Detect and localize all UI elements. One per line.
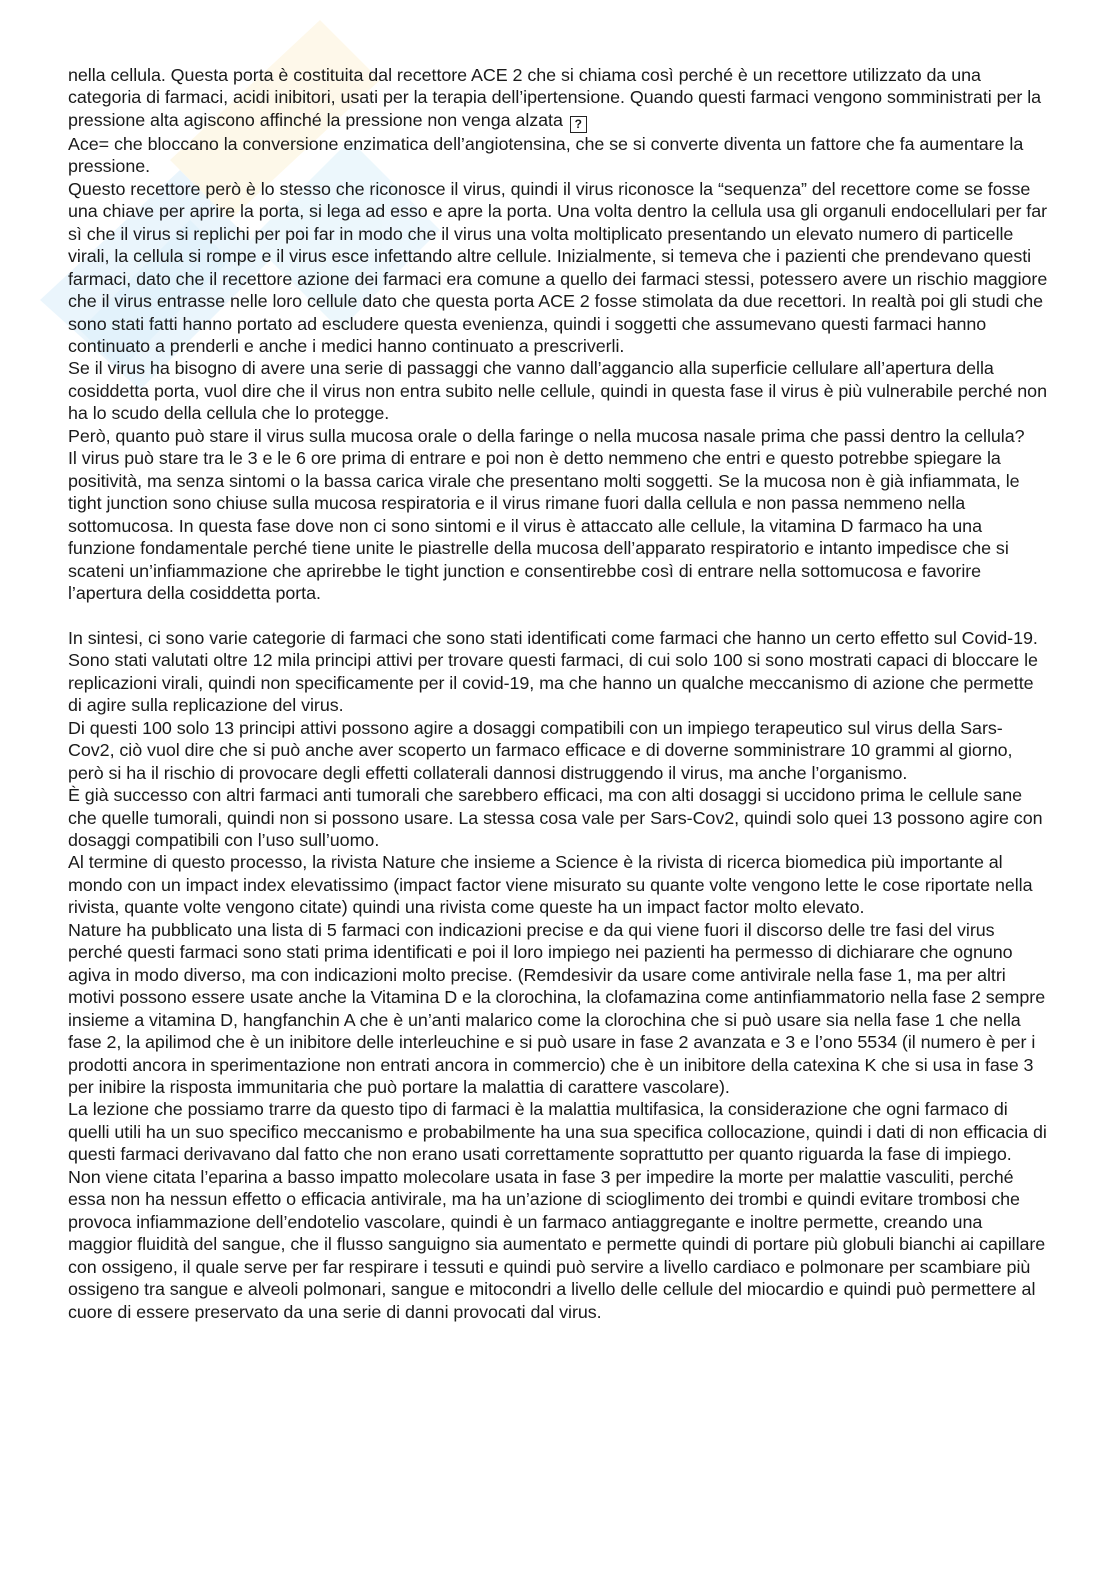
paragraph-9: È già successo con altri farmaci anti tumorali che sarebbero efficaci, ma con alti dosaggi si uccidono prima le cellule sane che quelle tumorali, quindi non si possono usare. La stessa cosa vale per Sars-Cov2, quindi solo quei 13 possono agire con dosaggi compatibili con l’uso sull’uomo. [68,785,1043,850]
paragraph-8: Di questi 100 solo 13 principi attivi possono agire a dosaggi compatibili con un impiego terapeutico sul virus della Sars-Cov2, ciò vuol dire che si può anche aver scoperto un farmaco efficace e di doverne somministrare 10 grammi al giorno, però si ha il rischio di provocare degli effetti collaterali dannosi distruggendo il virus, ma anche l’organismo. [68,717,1013,783]
paragraph-7: In sintesi, ci sono varie categorie di farmaci che sono stati identificati come farmaci che hanno un certo effetto sul Covid-19. Sono stati valutati oltre 12 mila principi attivi per trovare questi farmaci, di cui solo 100 si sono mostrati capaci di bloccare le replicazioni virali, quindi non specificamente per il covid-19, ma che hanno un qualche meccanismo di azione che permette di agire sulla replicazione del virus. [68,627,1038,716]
paragraph-11: Nature ha pubblicato una lista di 5 farmaci con indicazioni precise e da qui viene fuori il discorso delle tre fasi del virus perché questi farmaci sono stati prima identificati e poi il loro impiego nei pazienti ha permesso di dichiarare che ognuno agiva in modo diverso, ma con indicazioni molto precise. (Remdesivir da usare come antivirale nella fase 1, ma per altri motivi possono essere usate anche la Vitamina D e la clorochina, la clofamazina come antinfiammatorio nella fase 2 sempre insieme a vitamina D, hangfanchin A che è un’anti malarico come la clorochina che si può usare sia nella fase 1 che nella fase 2, la apilimod che è un inibitore delle interleuchine e si può usare in fase 2 avanzata e 3 e l’ono 5534 (il numero è per i prodotti ancora in sperimentazione non entrati ancora in commercio) che è un inibitore della catexina K che si usa in fase 3 per inibire la risposta immunitaria che può portare la malattia di carattere vascolare). [68,919,1046,1097]
document-body [68,64,1048,1323]
paragraph-4: Se il virus ha bisogno di avere una serie di passaggi che vanno dall’aggancio alla superficie cellulare all’apertura della cosiddetta porta, vuol dire che il virus non entra subito nelle cellule, quindi in questa fase il virus è più vulnerabile perché non ha lo scudo della cellula che lo protegge. [68,358,1047,424]
paragraph-12: La lezione che possiamo trarre da questo tipo di farmaci è la malattia multifasica, la considerazione che ogni farmaco di quelli utili ha un suo specifico meccanismo e probabilmente ha una sua specifica collocazione, quindi i dati di non efficacia di questi farmaci derivavano dal fatto che non erano usati correttamente soprattutto per quanto riguarda la fase di impiego. [68,1099,1047,1165]
paragraph-1 [68,64,1048,133]
paragraph-13: Non viene citata l’eparina a basso impatto molecolare usata in fase 3 per impedire la morte per malattie vasculiti, perché essa non ha nessun effetto o efficacia antivirale, ma ha un’azione di scioglimento dei trombi e quindi evitare trombosi che provoca infiammazione dell’endotelio vascolare, quindi è un farmaco antiaggregante e inoltre permette, creando una maggior fluidità del sangue, che il flusso sanguigno sia aumentato e permette quindi di portare più globuli bianchi ai capillare con ossigeno, il quale serve per far respirare i tessuti e quindi può servire a livello cardiaco e polmonare per scambiare più ossigeno tra sangue e alveoli polmonari, sangue e mitocondri a livello delle cellule del miocardio e quindi può permettere al cuore di essere preservato da una serie di danni provocati dal virus. [68,1166,1046,1322]
missing-glyph-icon: ? [570,116,587,133]
paragraph-3: Questo recettore però è lo stesso che riconosce il virus, quindi il virus riconosce la “sequenza” del recettore come se fosse una chiave per aprire la porta, si lega ad esso e apre la porta. Una volta dentro la cellula usa gli organuli endocellulari per far sì che il virus si replichi per poi far in modo che il virus una volta moltiplicato presentando un elevato numero di particelle virali, la cellula si rompe e il virus esce infettando altre cellule. Inizialmente, si temeva che i pazienti che prendevano questi farmaci, dato che il recettore azione dei farmaci era comune a quello dei farmaci stessi, potessero avere un rischio maggiore che il virus entrasse nelle loro cellule dato che questa porta ACE 2 fosse stimolata da due recettori. In realtà poi gli studi che sono stati fatti hanno portato ad escludere questa evenienza, quindi i soggetti che assumevano questi farmaci hanno continuato a prenderli e anche i medici hanno continuato a prescriverli. [68,178,1048,356]
paragraph-6: Il virus può stare tra le 3 e le 6 ore prima di entrare e poi non è detto nemmeno che entri e questo potrebbe spiegare la positività, ma senza sintomi o la bassa carica virale che presentano molti soggetti. Se la mucosa non è già infiammata, le tight junction sono chiuse sulla mucosa respiratoria e il virus rimane fuori dalla cellula e non passa nemmeno nella sottomucosa. In questa fase dove non ci sono sintomi e il virus è attaccato alle cellule, la vitamina D farmaco ha una funzione fondamentale perché tiene unite le piastrelle della mucosa dell’apparato respiratorio e intanto impedisce che si scateni un’infiammazione che aprirebbe le tight junction e consentirebbe così di entrare nella sottomucosa e favorire l’apertura della cosiddetta porta. [68,448,1020,603]
paragraph-5: Però, quanto può stare il virus sulla mucosa orale o della faringe o nella mucosa nasale prima che passi dentro la cellula? [68,425,1025,446]
paragraph-1-text: nella cellula. Questa porta è costituita dal recettore ACE 2 che si chiama così perché è un recettore utilizzato da una categoria di farmaci, acidi inibitori, usati per la terapia dell’ipertensione. Quando questi farmaci vengono somministrati per la pressione alta agiscono affinché la pressione non venga alzata [68,65,1042,130]
paragraph-10: Al termine di questo processo, la rivista Nature che insieme a Science è la rivista di ricerca biomedica più importante al mondo con un impact index elevatissimo (impact factor viene misurato su quante volte vengono lette le cose riportate nella rivista, quante volte vengono citate) quindi una rivista come queste ha un impact factor molto elevato. [68,852,1033,918]
paragraph-2: Ace= che bloccano la conversione enzimatica dell’angiotensina, che se si converte diventa un fattore che fa aumentare la pressione. [68,133,1024,177]
